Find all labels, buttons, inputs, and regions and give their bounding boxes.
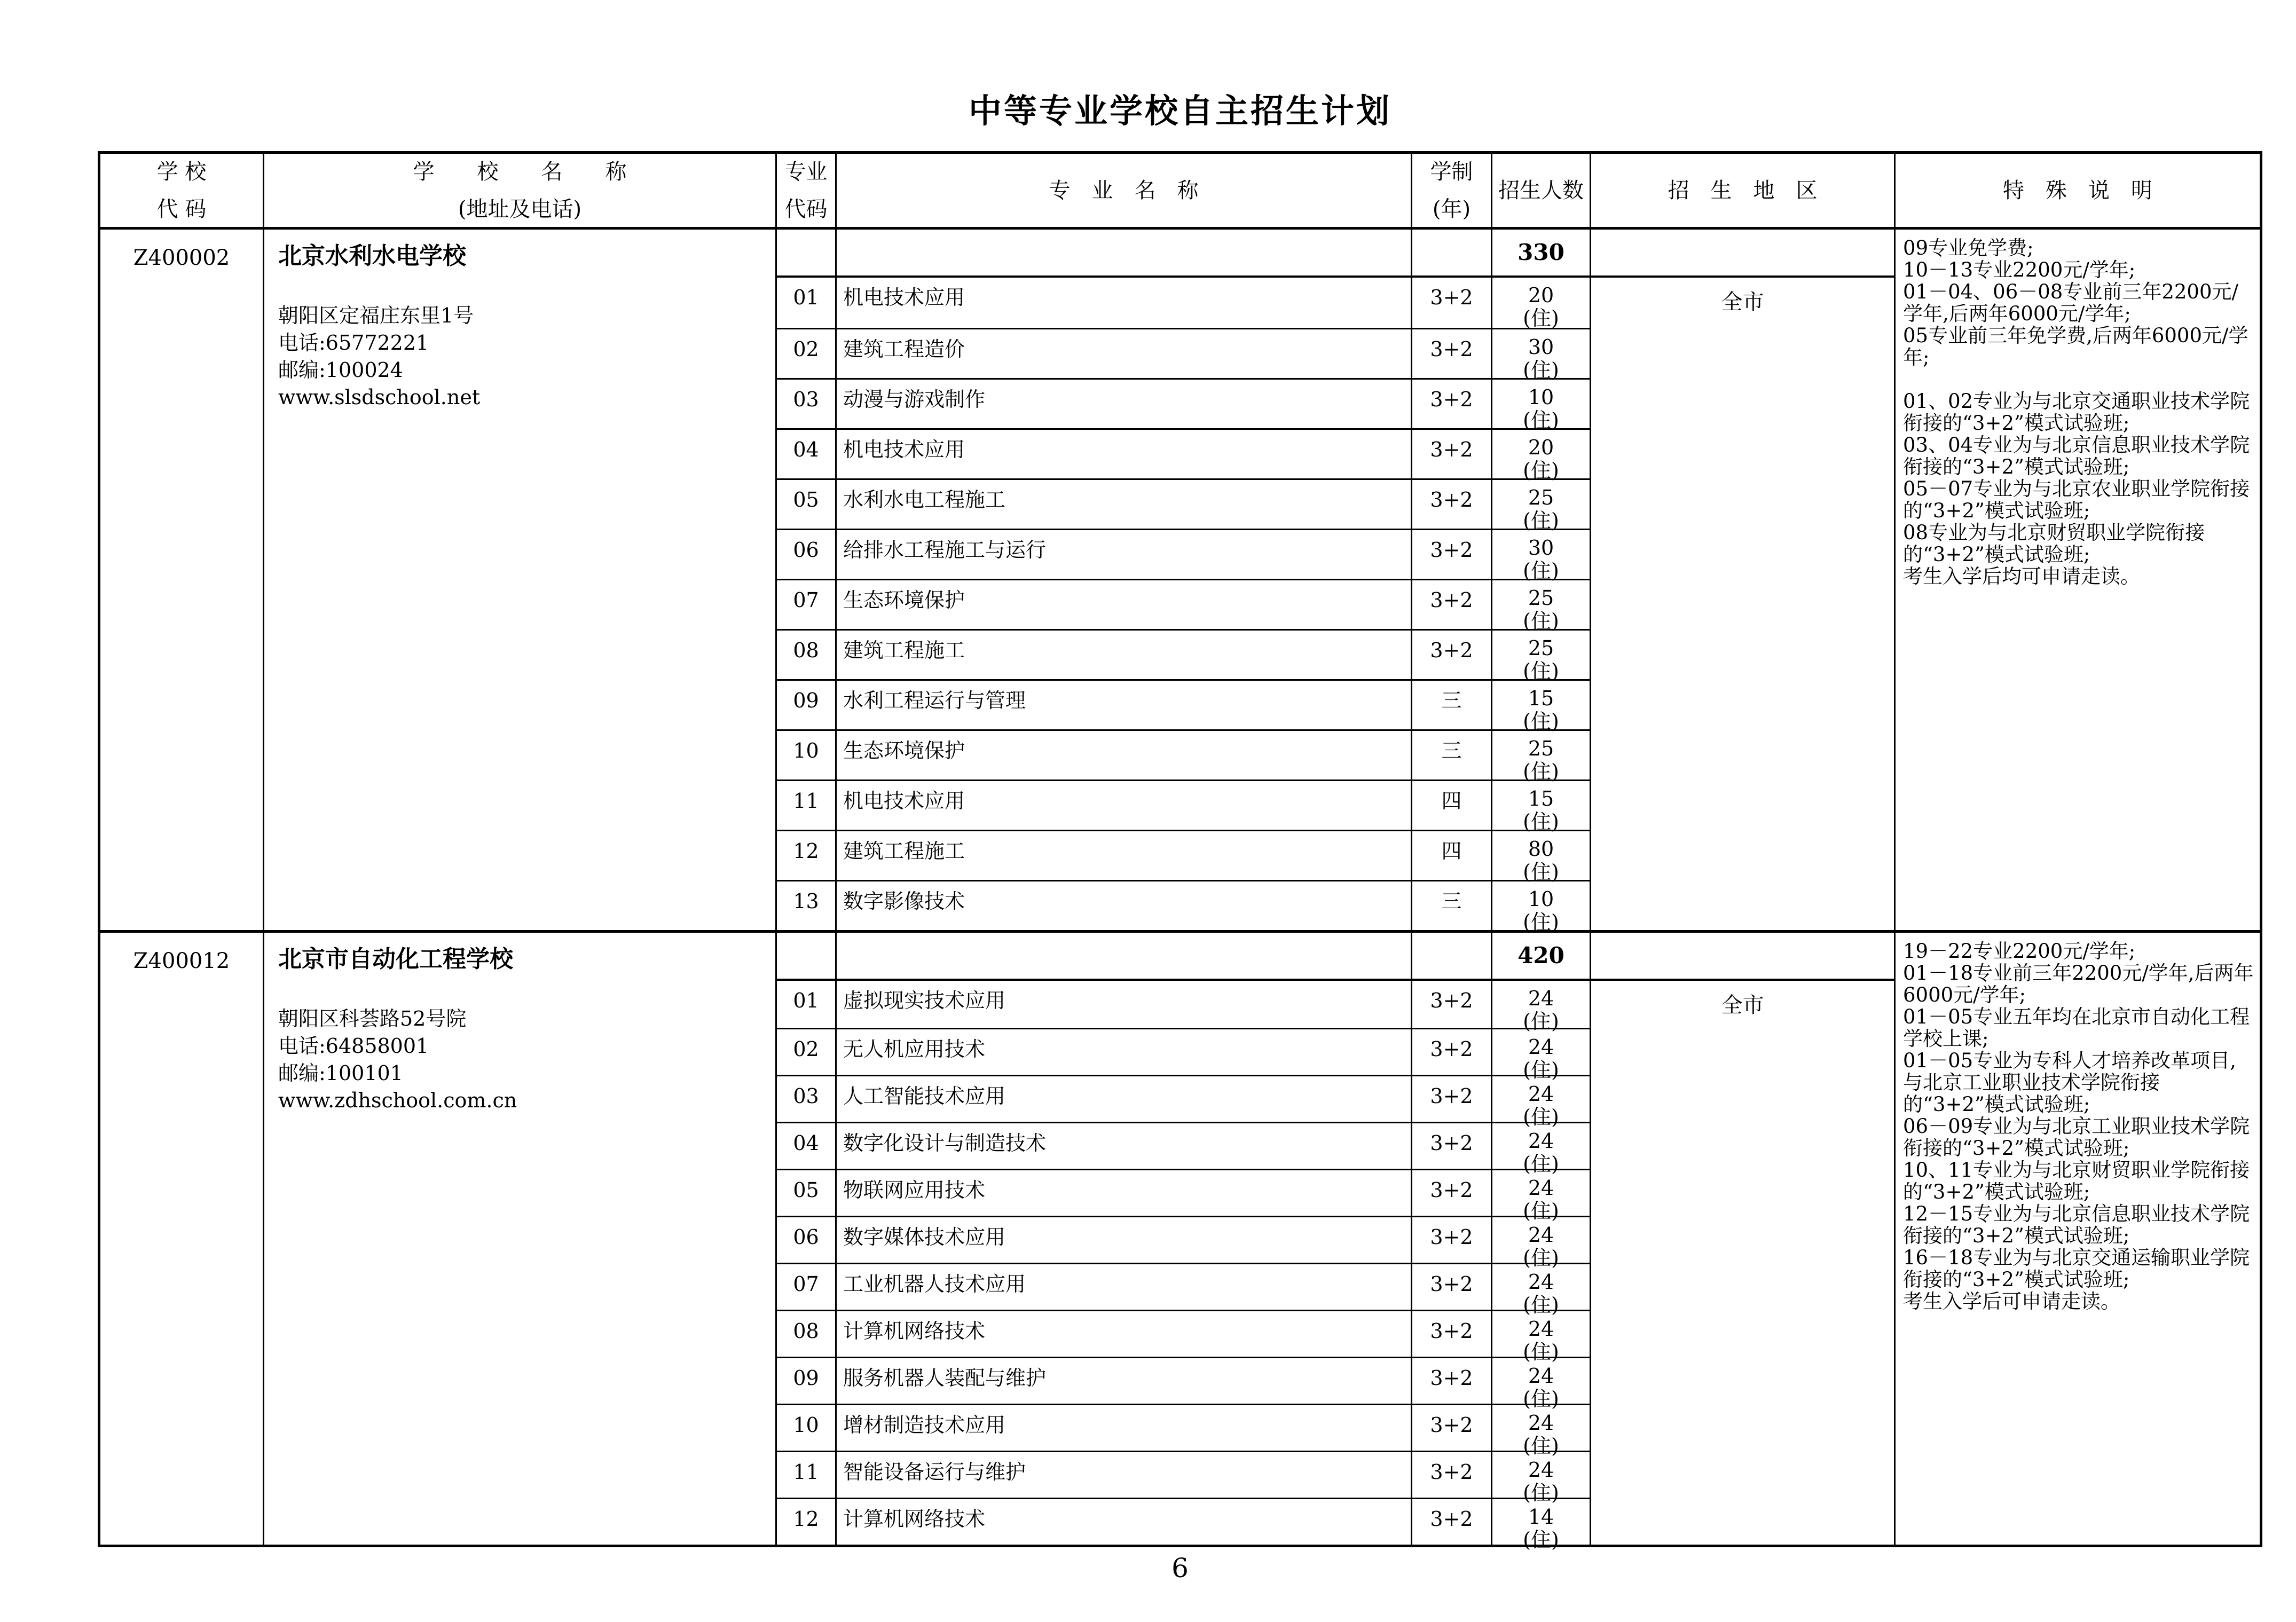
major-code: 11 <box>777 1452 837 1498</box>
major-row <box>777 1075 1591 1129</box>
major-name: 水利工程运行与管理 <box>837 681 1412 729</box>
address-line: 电话:65772221 <box>278 331 429 355</box>
enrollment-count: 24 <box>1528 1411 1554 1435</box>
enrollment-count: 24 <box>1528 1129 1554 1153</box>
note-paragraph: 10－13专业2200元/学年; <box>1903 258 2136 281</box>
school-code: Z400002 <box>133 246 230 270</box>
note-paragraph: 08专业为与北京财贸职业学院衔接的“3+2”模式试验班; <box>1903 521 2205 566</box>
header-duration: 学制 (年) <box>1412 154 1492 227</box>
major-name: 机电技术应用 <box>837 781 1412 830</box>
major-code: 08 <box>777 1311 837 1357</box>
school-total-enrollment <box>1492 230 1591 275</box>
enrollment-count: 30 <box>1528 335 1554 359</box>
note-paragraph: 01－04、06－08专业前三年2200元/学年,后两年6000元/学年; <box>1903 280 2238 325</box>
major-duration: 3+2 <box>1412 1264 1492 1310</box>
major-name: 计算机网络技术 <box>837 1311 1412 1357</box>
major-name: 生态环境保护 <box>837 580 1412 629</box>
dorm-note: (住) <box>1523 1434 1559 1458</box>
major-enrollment <box>1492 1076 1591 1129</box>
major-rows <box>777 981 1591 1552</box>
enrollment-count: 24 <box>1528 1364 1554 1388</box>
major-row <box>777 1263 1591 1317</box>
note-paragraph: 05专业前三年免学费,后两年6000元/学年; <box>1903 324 2248 369</box>
major-enrollment <box>1492 881 1591 934</box>
major-enrollment <box>1492 781 1591 833</box>
major-enrollment <box>1492 631 1591 683</box>
school-block <box>100 930 2260 1552</box>
major-name: 服务机器人装配与维护 <box>837 1358 1412 1404</box>
major-row <box>777 779 1591 833</box>
major-row <box>777 278 1591 328</box>
major-duration: 3+2 <box>1412 329 1492 378</box>
enrollment-count: 14 <box>1528 1505 1554 1529</box>
major-row <box>777 529 1591 582</box>
enrollment-count: 24 <box>1528 1317 1554 1341</box>
major-enrollment <box>1492 380 1591 432</box>
major-duration: 3+2 <box>1412 1170 1492 1216</box>
region-cell <box>1591 933 1896 1545</box>
region-label: 全市 <box>1721 993 1764 1018</box>
note-paragraph: 12－15专业为与北京信息职业技术学院衔接的“3+2”模式试验班; <box>1903 1202 2250 1247</box>
major-enrollment <box>1492 1264 1591 1317</box>
note-paragraph: 01－05专业五年均在北京市自动化工程学校上课; <box>1903 1005 2250 1050</box>
dorm-note: (住) <box>1523 1058 1559 1082</box>
major-code: 09 <box>777 681 837 729</box>
major-enrollment <box>1492 430 1591 482</box>
major-name: 建筑工程施工 <box>837 831 1412 880</box>
major-enrollment <box>1492 981 1591 1033</box>
enrollment-count: 24 <box>1528 1223 1554 1247</box>
major-name: 增材制造技术应用 <box>837 1405 1412 1451</box>
note-paragraph: 考生入学后可申请走读。 <box>1903 1290 2120 1313</box>
school-code-cell <box>100 230 264 930</box>
enrollment-count: 25 <box>1528 486 1554 509</box>
major-enrollment <box>1492 278 1591 328</box>
major-code: 01 <box>777 278 837 328</box>
major-duration: 3+2 <box>1412 1123 1492 1169</box>
major-duration: 三 <box>1412 881 1492 930</box>
major-enrollment <box>1492 1170 1591 1223</box>
special-notes-cell <box>1896 933 2260 1545</box>
major-name: 建筑工程造价 <box>837 329 1412 378</box>
school-info-cell <box>264 933 777 1545</box>
address-line: 朝阳区科荟路52号院 <box>278 1007 467 1031</box>
major-name: 建筑工程施工 <box>837 631 1412 679</box>
enrollment-count: 24 <box>1528 1082 1554 1106</box>
enrollment-count: 80 <box>1528 837 1554 861</box>
major-code: 07 <box>777 1264 837 1310</box>
major-enrollment <box>1492 1499 1591 1552</box>
major-code: 03 <box>777 380 837 428</box>
major-name: 机电技术应用 <box>837 278 1412 328</box>
major-duration: 三 <box>1412 731 1492 779</box>
major-name: 人工智能技术应用 <box>837 1076 1412 1122</box>
header-enrollment-region: 招 生 地 区 <box>1591 154 1896 227</box>
enrollment-count: 15 <box>1528 787 1554 810</box>
major-duration: 3+2 <box>1412 1311 1492 1357</box>
major-row <box>777 1451 1591 1505</box>
major-duration: 3+2 <box>1412 580 1492 629</box>
dorm-note: (住) <box>1523 358 1559 382</box>
major-code: 12 <box>777 1499 837 1545</box>
dorm-note: (住) <box>1523 659 1559 683</box>
region-spacer <box>1591 933 1894 981</box>
major-code: 07 <box>777 580 837 629</box>
note-paragraph <box>1903 368 2255 390</box>
enrollment-count: 24 <box>1528 1176 1554 1200</box>
major-name: 数字化设计与制造技术 <box>837 1123 1412 1169</box>
address-line: 邮编:100101 <box>278 1061 403 1085</box>
address-line: www.zdhschool.com.cn <box>278 1089 517 1113</box>
dorm-note: (住) <box>1523 1199 1559 1223</box>
note-paragraph: 考生入学后均可申请走读。 <box>1903 565 2140 588</box>
header-school-name: 学 校 名 称 (地址及电话) <box>264 154 777 227</box>
dorm-note: (住) <box>1523 1293 1559 1317</box>
dorm-note: (住) <box>1523 759 1559 783</box>
major-name: 水利水电工程施工 <box>837 480 1412 529</box>
dorm-note: (住) <box>1523 709 1559 733</box>
major-code: 11 <box>777 781 837 830</box>
major-row <box>777 1122 1591 1176</box>
dorm-note: (住) <box>1523 809 1559 833</box>
school-address <box>278 302 770 411</box>
major-enrollment <box>1492 1452 1591 1505</box>
major-duration: 3+2 <box>1412 480 1492 529</box>
note-paragraph: 01－18专业前三年2200元/学年,后两年6000元/学年; <box>1903 962 2254 1006</box>
region-cell <box>1591 230 1896 930</box>
page-number: 6 <box>1171 1553 1189 1584</box>
note-paragraph: 06－09专业为与北京工业职业技术学院衔接的“3+2”模式试验班; <box>1903 1115 2250 1160</box>
address-line: 朝阳区定福庄东里1号 <box>278 304 474 328</box>
major-row <box>777 1310 1591 1364</box>
major-row <box>777 1357 1591 1411</box>
school-name: 北京水利水电学校 <box>278 242 466 270</box>
major-enrollment <box>1492 1405 1591 1458</box>
major-row <box>777 880 1591 934</box>
dorm-note: (住) <box>1523 508 1559 532</box>
address-line: 电话:64858001 <box>278 1034 429 1058</box>
major-row <box>777 729 1591 783</box>
special-notes-cell <box>1896 230 2260 930</box>
major-name: 数字影像技术 <box>837 881 1412 930</box>
major-name: 给排水工程施工与运行 <box>837 530 1412 579</box>
enrollment-count: 24 <box>1528 1458 1554 1482</box>
empty-major-name-cell <box>837 230 1412 275</box>
school-total-row <box>777 230 1591 278</box>
major-enrollment <box>1492 329 1591 382</box>
major-code: 05 <box>777 1170 837 1216</box>
major-code: 09 <box>777 1358 837 1404</box>
dorm-note: (住) <box>1523 910 1559 934</box>
enrollment-count: 15 <box>1528 687 1554 710</box>
major-row <box>777 378 1591 432</box>
school-code-cell <box>100 933 264 1545</box>
major-enrollment <box>1492 530 1591 582</box>
dorm-note: (住) <box>1523 408 1559 432</box>
school-blocks <box>100 230 2260 1552</box>
major-duration: 3+2 <box>1412 1076 1492 1122</box>
major-name: 计算机网络技术 <box>837 1499 1412 1545</box>
dorm-note: (住) <box>1523 458 1559 482</box>
school-code: Z400012 <box>133 949 230 973</box>
empty-major-code-cell <box>777 933 837 979</box>
empty-major-name-cell <box>837 933 1412 979</box>
major-enrollment <box>1492 731 1591 783</box>
empty-duration-cell <box>1412 933 1492 979</box>
note-paragraph: 01、02专业为与北京交通职业技术学院衔接的“3+2”模式试验班; <box>1903 390 2250 435</box>
total-count: 330 <box>1517 239 1564 266</box>
dorm-note: (住) <box>1523 558 1559 582</box>
major-duration: 3+2 <box>1412 1452 1492 1498</box>
dorm-note: (住) <box>1523 1340 1559 1364</box>
dorm-note: (住) <box>1523 1246 1559 1270</box>
region-label: 全市 <box>1721 290 1764 314</box>
major-name: 生态环境保护 <box>837 731 1412 779</box>
note-paragraph: 01－05专业为专科人才培养改革项目,与北京工业职业技术学院衔接的“3+2”模式试验班; <box>1903 1049 2236 1116</box>
school-block <box>100 230 2260 934</box>
major-code: 06 <box>777 530 837 579</box>
major-name: 工业机器人技术应用 <box>837 1264 1412 1310</box>
major-row <box>777 478 1591 532</box>
major-row <box>777 1404 1591 1458</box>
major-enrollment <box>1492 1358 1591 1411</box>
major-duration: 3+2 <box>1412 380 1492 428</box>
major-row <box>777 428 1591 482</box>
major-name: 动漫与游戏制作 <box>837 380 1412 428</box>
major-row <box>777 629 1591 683</box>
dorm-note: (住) <box>1523 1009 1559 1033</box>
enrollment-count: 25 <box>1528 737 1554 760</box>
enrollment-count: 10 <box>1528 887 1554 911</box>
major-code: 02 <box>777 1029 837 1075</box>
dorm-note: (住) <box>1523 306 1559 330</box>
header-major-name: 专 业 名 称 <box>837 154 1412 227</box>
major-duration: 3+2 <box>1412 631 1492 679</box>
school-info-cell <box>264 230 777 930</box>
major-enrollment <box>1492 831 1591 884</box>
major-rows <box>777 278 1591 934</box>
major-duration: 3+2 <box>1412 981 1492 1028</box>
school-name: 北京市自动化工程学校 <box>278 946 513 973</box>
major-code: 08 <box>777 631 837 679</box>
enrollment-count: 10 <box>1528 385 1554 409</box>
major-code: 06 <box>777 1217 837 1263</box>
dorm-note: (住) <box>1523 1105 1559 1129</box>
note-paragraph: 10、11专业为与北京财贸职业学院衔接的“3+2”模式试验班; <box>1903 1159 2250 1203</box>
note-paragraph: 03、04专业为与北京信息职业技术学院衔接的“3+2”模式试验班; <box>1903 434 2250 478</box>
major-code: 10 <box>777 1405 837 1451</box>
total-count: 420 <box>1517 942 1564 969</box>
major-name: 数字媒体技术应用 <box>837 1217 1412 1263</box>
major-row <box>777 1498 1591 1552</box>
major-duration: 3+2 <box>1412 1358 1492 1404</box>
header-school-code: 学 校 代 码 <box>100 154 264 227</box>
major-name: 智能设备运行与维护 <box>837 1452 1412 1498</box>
enrollment-count: 24 <box>1528 987 1554 1010</box>
major-enrollment <box>1492 480 1591 532</box>
note-paragraph: 09专业免学费; <box>1903 237 2034 259</box>
major-duration: 3+2 <box>1412 1217 1492 1263</box>
header-major-code: 专业 代码 <box>777 154 837 227</box>
major-row <box>777 981 1591 1033</box>
major-row <box>777 579 1591 633</box>
enrollment-count: 30 <box>1528 536 1554 560</box>
dorm-note: (住) <box>1523 1387 1559 1411</box>
major-duration: 3+2 <box>1412 1405 1492 1451</box>
note-paragraph: 05－07专业为与北京农业职业学院衔接的“3+2”模式试验班; <box>1903 477 2250 522</box>
major-enrollment <box>1492 1217 1591 1270</box>
school-total-row <box>777 933 1591 981</box>
header-enrollment-count: 招生人数 <box>1492 154 1591 227</box>
dorm-note: (住) <box>1523 1527 1559 1552</box>
major-name: 机电技术应用 <box>837 430 1412 478</box>
major-duration: 3+2 <box>1412 278 1492 328</box>
empty-duration-cell <box>1412 230 1492 275</box>
enrollment-count: 20 <box>1528 284 1554 307</box>
major-code: 04 <box>777 430 837 478</box>
major-duration: 四 <box>1412 781 1492 830</box>
empty-major-code-cell <box>777 230 837 275</box>
note-paragraph: 19－22专业2200元/学年; <box>1903 940 2136 963</box>
major-code: 05 <box>777 480 837 529</box>
major-code: 03 <box>777 1076 837 1122</box>
major-duration: 3+2 <box>1412 530 1492 579</box>
major-enrollment <box>1492 1123 1591 1176</box>
enrollment-count: 24 <box>1528 1270 1554 1294</box>
page-title: 中等专业学校自主招生计划 <box>968 91 1391 130</box>
dorm-note: (住) <box>1523 1152 1559 1176</box>
major-row <box>777 1169 1591 1223</box>
major-row <box>777 328 1591 382</box>
major-code: 01 <box>777 981 837 1028</box>
major-enrollment <box>1492 681 1591 733</box>
major-code: 02 <box>777 329 837 378</box>
major-enrollment <box>1492 1311 1591 1364</box>
majors-column <box>777 933 1591 1552</box>
major-duration: 3+2 <box>1412 1499 1492 1545</box>
major-name: 虚拟现实技术应用 <box>837 981 1412 1028</box>
enrollment-plan-table <box>98 151 2262 1552</box>
header-special-notes: 特 殊 说 明 <box>2003 178 2152 203</box>
dorm-note: (住) <box>1523 860 1559 884</box>
dorm-note: (住) <box>1523 609 1559 633</box>
major-row <box>777 679 1591 733</box>
major-name: 无人机应用技术 <box>837 1029 1412 1075</box>
major-row <box>777 1216 1591 1270</box>
school-address <box>278 1005 770 1114</box>
majors-column <box>777 230 1591 934</box>
note-paragraph: 16－18专业为与北京交通运输职业学院衔接的“3+2”模式试验班; <box>1903 1246 2250 1291</box>
major-code: 04 <box>777 1123 837 1169</box>
major-code: 13 <box>777 881 837 930</box>
major-enrollment <box>1492 580 1591 633</box>
major-code: 10 <box>777 731 837 779</box>
enrollment-count: 25 <box>1528 636 1554 660</box>
address-line: www.slsdschool.net <box>278 385 481 410</box>
major-duration: 3+2 <box>1412 1029 1492 1075</box>
address-line: 邮编:100024 <box>278 358 403 382</box>
enrollment-count: 20 <box>1528 436 1554 459</box>
major-duration: 3+2 <box>1412 430 1492 478</box>
major-row <box>777 1028 1591 1082</box>
table-header-row <box>100 154 2260 230</box>
enrollment-count: 24 <box>1528 1035 1554 1059</box>
major-name: 物联网应用技术 <box>837 1170 1412 1216</box>
dorm-note: (住) <box>1523 1481 1559 1505</box>
enrollment-count: 25 <box>1528 586 1554 610</box>
major-enrollment <box>1492 1029 1591 1082</box>
major-code: 12 <box>777 831 837 880</box>
major-row <box>777 830 1591 884</box>
major-duration: 三 <box>1412 681 1492 729</box>
region-spacer <box>1591 230 1894 278</box>
major-duration: 四 <box>1412 831 1492 880</box>
school-total-enrollment <box>1492 933 1591 979</box>
